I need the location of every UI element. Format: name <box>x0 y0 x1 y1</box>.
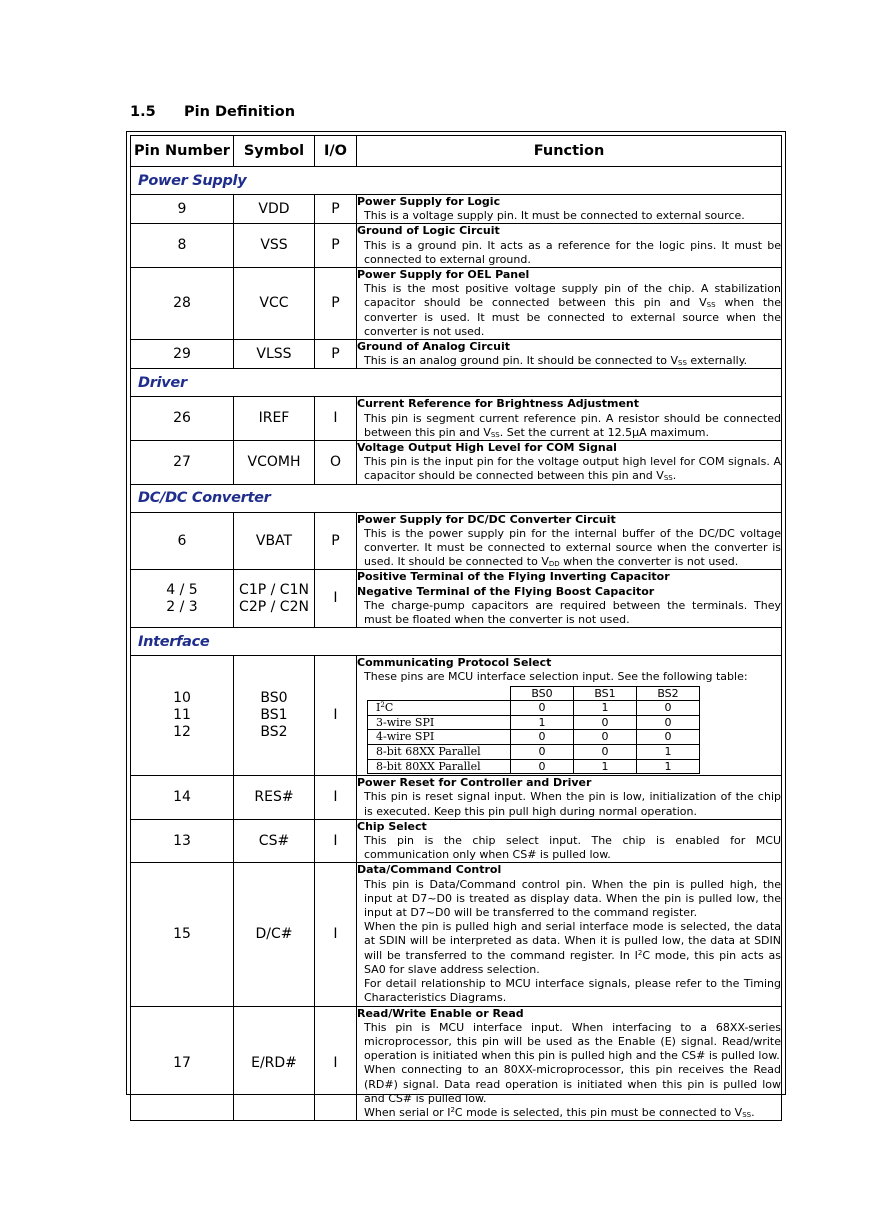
section-label: Power Supply <box>131 167 782 195</box>
section-row-driver <box>131 369 782 397</box>
function-paragraph <box>357 1106 781 1120</box>
pin-io: I <box>315 1006 357 1121</box>
pin-number: 29 <box>131 340 234 369</box>
pin-io: I <box>315 863 357 1006</box>
col-symbol: Symbol <box>234 136 315 167</box>
pin-number: 6 <box>131 512 234 570</box>
function-paragraph: When connecting to an 80XX-microprocessor, this pin receives the Read (RD#) signal. Data read operation is initiated when this pin is pulled low and CS# is pulled low. <box>364 1063 781 1105</box>
pin-symbol: VSS <box>234 224 315 268</box>
pin-number <box>131 570 234 628</box>
section-title: Pin Definition <box>184 104 296 120</box>
function-title: Negative Terminal of the Flying Boost Capacitor <box>357 584 655 598</box>
function-paragraph <box>357 920 781 977</box>
function-title: Current Reference for Brightness Adjustment <box>357 397 639 411</box>
function-desc <box>357 282 781 339</box>
pin-symbol: VLSS <box>234 340 315 369</box>
desc-text: . <box>672 469 677 483</box>
pin-symbol: VDD <box>234 195 315 224</box>
pin-io: P <box>315 340 357 369</box>
protocol-value: 1 <box>637 759 700 774</box>
protocol-label <box>368 701 511 716</box>
pin-symbol <box>234 570 315 628</box>
function-title: Positive Terminal of the Flying Inverting Capacitor <box>357 570 670 584</box>
pin-number-b: 11 <box>173 707 191 724</box>
pin-function <box>357 1006 782 1121</box>
desc-text: This is the power supply pin for the internal buffer of the DC/DC voltage converter. It must be connected to external source when the converter is used. It should be connected to V <box>364 526 781 569</box>
subscript: SS <box>663 474 673 483</box>
pin-io: P <box>315 268 357 340</box>
pin-symbol: IREF <box>234 397 315 441</box>
pin-symbol: CS# <box>234 819 315 863</box>
pin-io: O <box>315 441 357 485</box>
pin-definition-table <box>126 131 786 1119</box>
col-pin-number: Pin Number <box>131 136 234 167</box>
pin-symbol-a: C1P / C1N <box>239 581 309 598</box>
function-desc: This pin is reset signal input. When the pin is low, initialization of the chip is executed. Keep this pin pull high during normal operation. <box>364 790 781 818</box>
protocol-col-header: BS2 <box>637 686 700 701</box>
function-desc: This is a voltage supply pin. It must be connected to external source. <box>364 209 745 223</box>
protocol-label-text: C <box>384 701 394 715</box>
protocol-label-text: I <box>376 701 381 715</box>
table-row <box>131 195 782 224</box>
desc-text: . Set the current at 12.5µA maximum. <box>499 425 710 439</box>
table-header-row <box>131 136 782 167</box>
pin-io: I <box>315 776 357 820</box>
table-row <box>131 819 782 863</box>
desc-text: When serial or I <box>364 1105 451 1119</box>
section-heading <box>130 104 295 120</box>
protocol-col-header: BS0 <box>511 686 574 701</box>
desc-text: This pin is segment current reference pin. A resistor should be connected between this pin and V <box>364 411 781 439</box>
desc-text: This is the most positive voltage supply pin of the chip. A stabilization capacitor should be connected between this pin and V <box>364 282 781 310</box>
pin-io: P <box>315 224 357 268</box>
table-row <box>131 570 782 628</box>
function-desc: This is a ground pin. It acts as a reference for the logic pins. It must be connected to external ground. <box>364 238 781 266</box>
pin-function <box>357 195 782 224</box>
pin-number: 13 <box>131 819 234 863</box>
pin-io: P <box>315 512 357 570</box>
pin-number-a: 10 <box>173 690 191 707</box>
pin-symbol: VCC <box>234 268 315 340</box>
pin-function <box>357 340 782 369</box>
col-function: Function <box>357 136 782 167</box>
pin-number: 17 <box>131 1006 234 1121</box>
function-paragraph: This pin is Data/Command control pin. When the pin is pulled high, the input at D7~D0 is treated as display data. When the pin is pulled low, the input at D7~D0 will be transferred to the command register. <box>364 877 781 920</box>
function-title: Ground of Logic Circuit <box>357 224 500 238</box>
protocol-value: 0 <box>511 759 574 774</box>
pin-symbol: RES# <box>234 776 315 820</box>
function-title: Ground of Analog Circuit <box>357 340 510 354</box>
function-desc: These pins are MCU interface selection input. See the following table: <box>364 670 748 684</box>
table-row <box>131 340 782 369</box>
pin-number-a: 4 / 5 <box>166 581 198 598</box>
table-row <box>131 512 782 570</box>
pin-symbol <box>234 656 315 776</box>
protocol-label: 8-bit 80XX Parallel <box>368 759 511 774</box>
function-paragraph: For detail relationship to MCU interface signals, please refer to the Timing Characteristics Diagrams. <box>364 977 781 1005</box>
pin-function <box>357 224 782 268</box>
superscript: 2 <box>637 948 643 957</box>
function-paragraph: This pin is MCU interface input. When interfacing to a 68XX-series microprocessor, this pin will be used as the Enable (E) signal. Read/write operation is initiated when this pin is pulled high and the CS# is pulled low. <box>364 1020 781 1063</box>
protocol-row <box>368 730 700 745</box>
pin-io: I <box>315 656 357 776</box>
desc-text: externally. <box>686 354 748 368</box>
protocol-value: 0 <box>574 745 637 760</box>
pin-number <box>131 656 234 776</box>
pin-io: I <box>315 819 357 863</box>
function-desc: The charge-pump capacitors are required between the terminals. They must be floated when the converter is not used. <box>364 598 781 627</box>
function-desc: This pin is the chip select input. The chip is enabled for MCU communication only when CS# is pulled low. <box>364 834 781 862</box>
desc-text: When the pin is pulled high and serial interface mode is selected, the data at SDIN will be interpreted as data. When it is pulled low, the data at SDIN will be transferred to the command register. In I <box>364 920 781 962</box>
protocol-label: 3-wire SPI <box>368 715 511 730</box>
function-desc <box>357 354 781 368</box>
function-desc <box>357 527 781 570</box>
pin-io: I <box>315 570 357 628</box>
pin-symbol-b: BS1 <box>260 707 288 724</box>
table-row <box>131 776 782 820</box>
function-desc <box>357 455 781 483</box>
pin-function <box>357 570 782 628</box>
pin-function <box>357 863 782 1006</box>
protocol-row <box>368 715 700 730</box>
protocol-header-row <box>368 686 700 701</box>
pin-symbol: VBAT <box>234 512 315 570</box>
pin-function <box>357 776 782 820</box>
table-row <box>131 397 782 441</box>
function-title: Chip Select <box>357 819 427 833</box>
pin-symbol-a: BS0 <box>260 690 288 707</box>
pin-number-c: 12 <box>173 724 191 741</box>
table-row <box>131 441 782 485</box>
protocol-value: 1 <box>511 715 574 730</box>
pin-symbol-c: BS2 <box>260 724 288 741</box>
section-label: Driver <box>131 369 782 397</box>
protocol-value: 0 <box>511 730 574 745</box>
function-title: Power Supply for DC/DC Converter Circuit <box>357 512 616 526</box>
table-row <box>131 863 782 1006</box>
function-title: Power Supply for Logic <box>357 195 501 208</box>
pin-number: 8 <box>131 224 234 268</box>
protocol-label: 4-wire SPI <box>368 730 511 745</box>
pin-number-b: 2 / 3 <box>166 598 198 615</box>
function-title: Read/Write Enable or Read <box>357 1006 524 1020</box>
protocol-corner-cell <box>368 686 511 701</box>
protocol-row <box>368 701 700 716</box>
function-title: Power Supply for OEL Panel <box>357 268 530 282</box>
pin-function <box>357 819 782 863</box>
protocol-value: 0 <box>574 715 637 730</box>
pin-io: P <box>315 195 357 224</box>
protocol-label: 8-bit 68XX Parallel <box>368 745 511 760</box>
pin-number: 28 <box>131 268 234 340</box>
subscript: SS <box>490 430 500 439</box>
pin-number: 15 <box>131 863 234 1006</box>
pin-function <box>357 656 782 776</box>
protocol-value: 0 <box>511 701 574 716</box>
pin-function <box>357 441 782 485</box>
pin-number: 14 <box>131 776 234 820</box>
desc-text: This is an analog ground pin. It should be connected to V <box>364 354 679 368</box>
protocol-value: 0 <box>637 701 700 716</box>
table-row <box>131 268 782 340</box>
desc-text: C mode, this pin acts as SA0 for slave address selection. <box>364 948 781 976</box>
section-row-interface <box>131 628 782 656</box>
pin-symbol: E/RD# <box>234 1006 315 1121</box>
protocol-value: 0 <box>637 730 700 745</box>
section-label: DC/DC Converter <box>131 484 782 512</box>
pin-function <box>357 512 782 570</box>
subscript: SS <box>742 1110 752 1119</box>
table-row <box>131 224 782 268</box>
desc-text: C mode is selected, this pin must be connected to V <box>454 1105 743 1119</box>
function-title: Voltage Output High Level for COM Signal <box>357 441 617 455</box>
protocol-row <box>368 745 700 760</box>
section-number: 1.5 <box>130 104 156 120</box>
pin-function <box>357 397 782 441</box>
protocol-select-table <box>367 686 700 775</box>
protocol-value: 1 <box>637 745 700 760</box>
pin-symbol-b: C2P / C2N <box>239 598 309 615</box>
superscript: 2 <box>380 701 385 710</box>
protocol-value: 1 <box>574 759 637 774</box>
desc-text: This pin is the input pin for the voltage output high level for COM signals. A capacitor should be connected between this pin and V <box>364 455 781 483</box>
desc-text: when the converter is used. It must be connected to external source when the converter is not used. <box>364 296 781 338</box>
function-title: Communicating Protocol Select <box>357 656 552 670</box>
subscript: DD <box>548 560 560 569</box>
function-title: Power Reset for Controller and Driver <box>357 776 592 790</box>
protocol-value: 0 <box>637 715 700 730</box>
pin-symbol: D/C# <box>234 863 315 1006</box>
protocol-row <box>368 759 700 774</box>
protocol-value: 0 <box>574 730 637 745</box>
subscript: SS <box>706 301 716 310</box>
function-title: Data/Command Control <box>357 863 502 877</box>
section-row-dcdc <box>131 484 782 512</box>
function-desc <box>357 412 781 440</box>
protocol-value: 0 <box>511 745 574 760</box>
pin-number: 27 <box>131 441 234 485</box>
desc-text: . <box>751 1105 755 1119</box>
desc-text: when the converter is not used. <box>559 555 739 569</box>
table-row <box>131 656 782 776</box>
pin-number: 9 <box>131 195 234 224</box>
superscript: 2 <box>450 1105 455 1114</box>
pin-function <box>357 268 782 340</box>
table-row <box>131 1006 782 1121</box>
section-row-power-supply <box>131 167 782 195</box>
col-io: I/O <box>315 136 357 167</box>
section-label: Interface <box>131 628 782 656</box>
subscript: SS <box>678 359 687 368</box>
pin-symbol: VCOMH <box>234 441 315 485</box>
pin-number: 26 <box>131 397 234 441</box>
protocol-value: 1 <box>574 701 637 716</box>
protocol-col-header: BS1 <box>574 686 637 701</box>
pin-io: I <box>315 397 357 441</box>
